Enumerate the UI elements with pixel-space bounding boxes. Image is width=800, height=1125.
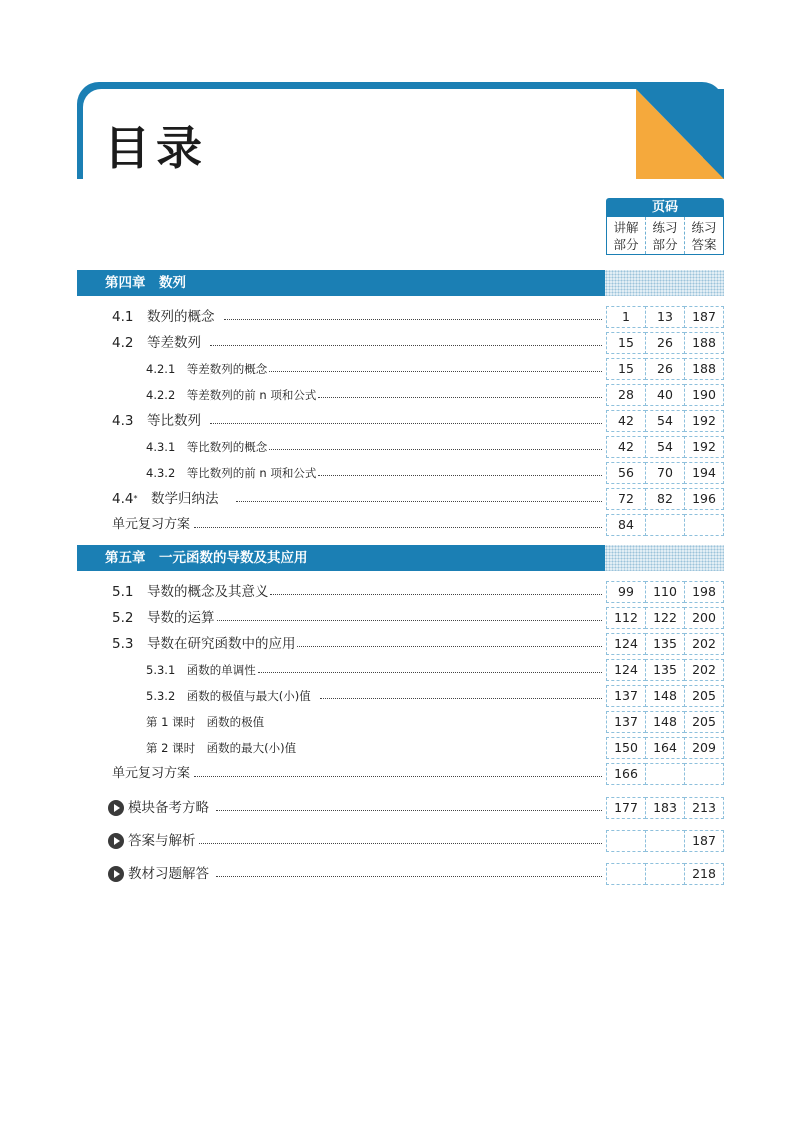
- toc-entry[interactable]: 4.1 数列的概念 1 13 187: [0, 306, 800, 328]
- toc-entry[interactable]: 4.3.2 等比数列的前 n 项和公式 56 70 194: [0, 462, 800, 484]
- toc-entry[interactable]: 5.3 导数在研究函数中的应用 124 135 202: [0, 633, 800, 655]
- toc-entry[interactable]: 第 2 课时 函数的最大(小)值 150 164 209: [0, 737, 800, 759]
- toc-entry[interactable]: 5.1 导数的概念及其意义 99 110 198: [0, 581, 800, 603]
- toc-entry[interactable]: 5.3.1 函数的单调性 124 135 202: [0, 659, 800, 681]
- toc-entry[interactable]: 单元复习方案 166: [0, 763, 800, 785]
- toc-entry[interactable]: 4.3.1 等比数列的概念 42 54 192: [0, 436, 800, 458]
- play-arrow-icon: [108, 866, 124, 882]
- page-number-header: [606, 198, 724, 255]
- chapter-5-title: 第五章 一元函数的导数及其应用: [105, 550, 308, 566]
- chapter-5-bar[interactable]: [77, 545, 724, 571]
- page-number-label: 页码: [606, 198, 724, 217]
- toc-entry[interactable]: 4.2 等差数列 15 26 188: [0, 332, 800, 354]
- chapter-4-bar[interactable]: [77, 270, 724, 296]
- play-arrow-icon: [108, 833, 124, 849]
- toc-entry[interactable]: 4.2.2 等差数列的前 n 项和公式 28 40 190: [0, 384, 800, 406]
- module-entry[interactable]: 答案与解析 187: [0, 830, 800, 852]
- toc-entry[interactable]: 5.3.2 函数的极值与最大(小)值 137 148 205: [0, 685, 800, 707]
- col-lecture: 讲解 部分: [607, 217, 646, 254]
- col-answers: 练习 答案: [691, 220, 717, 252]
- toc-entry[interactable]: 4.3 等比数列 42 54 192: [0, 410, 800, 432]
- module-entry[interactable]: 模块备考方略 177 183 213: [0, 797, 800, 819]
- toc-entry[interactable]: 第 1 课时 函数的极值 137 148 205: [0, 711, 800, 733]
- toc-entry[interactable]: 4.2.1 等差数列的概念 15 26 188: [0, 358, 800, 380]
- toc-entry[interactable]: 单元复习方案 84: [0, 514, 800, 536]
- page-title: 目录: [104, 121, 208, 175]
- toc-entry[interactable]: 4.4* 数学归纳法 72 82 196: [0, 488, 800, 510]
- chapter-4-title: 第四章 数列: [105, 275, 186, 291]
- toc-entry[interactable]: 5.2 导数的运算 112 122 200: [0, 607, 800, 629]
- play-arrow-icon: [108, 800, 124, 816]
- module-entry[interactable]: 教材习题解答 218: [0, 863, 800, 885]
- corner-fold-icon: [636, 89, 724, 179]
- col-exercise: 练习 部分: [646, 217, 685, 254]
